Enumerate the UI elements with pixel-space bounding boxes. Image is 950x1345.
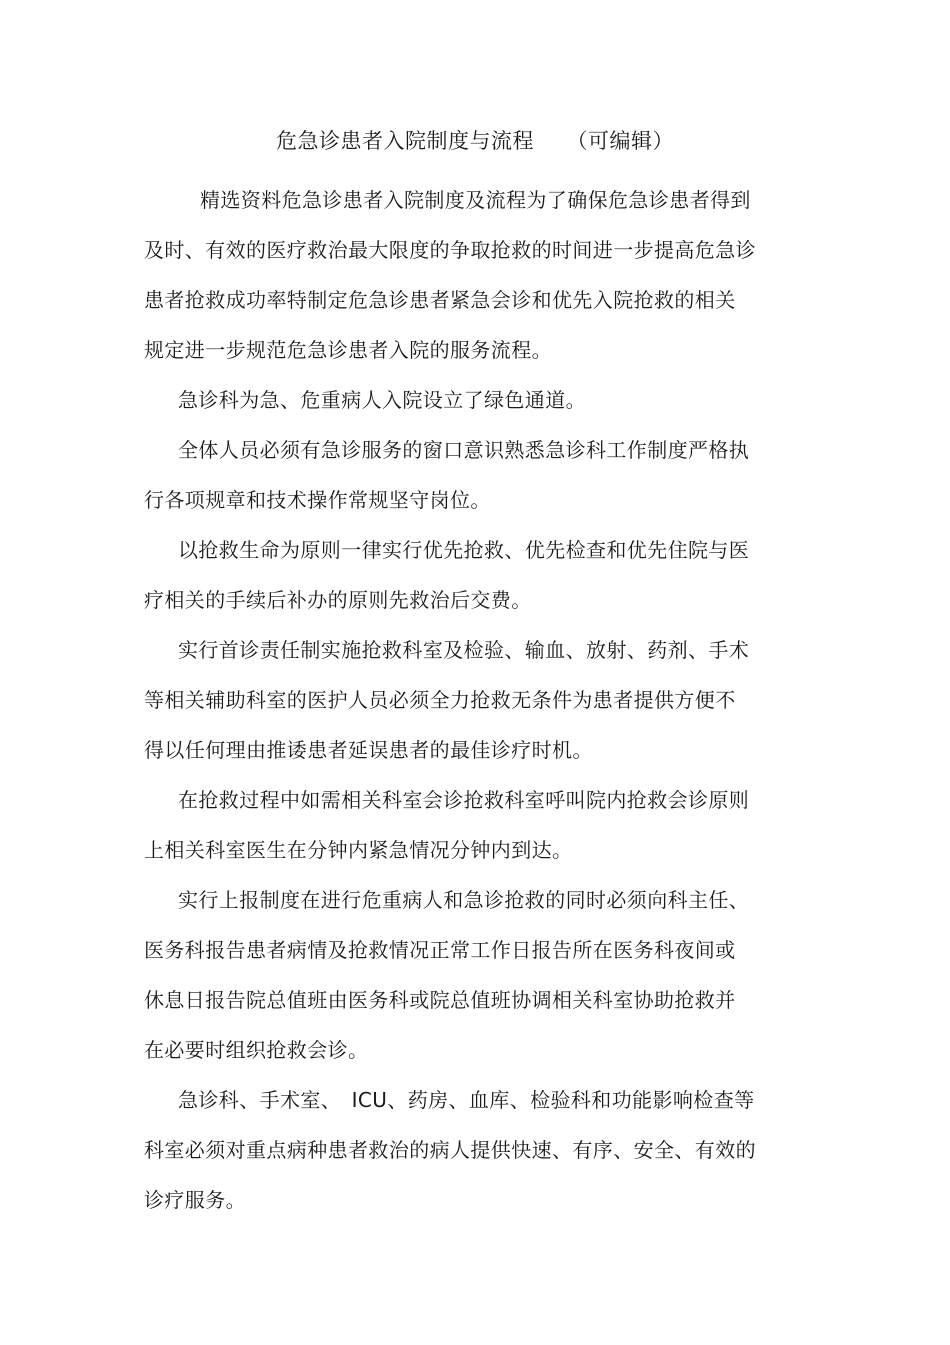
paragraph-6	[144, 775, 784, 875]
paragraph-line: 规定进一步规范危急诊患者入院的服务流程。	[144, 338, 552, 362]
paragraph-line: 得以任何理由推诿患者延误患者的最佳诊疗时机。	[144, 738, 593, 762]
paragraph-3	[144, 425, 784, 525]
paragraph-1	[144, 175, 784, 375]
paragraph-line: 在必要时组织抢救会诊。	[144, 1038, 369, 1062]
paragraph-line: 疗相关的手续后补办的原则先救治后交费。	[144, 588, 532, 612]
paragraph-line: 休息日报告院总值班由医务科或院总值班协调相关科室协助抢救并	[144, 988, 736, 1012]
document-body	[144, 175, 784, 1225]
paragraph-line: 患者抢救成功率特制定危急诊患者紧急会诊和优先入院抢救的相关	[144, 288, 736, 312]
paragraph-4	[144, 525, 784, 625]
paragraph-line: 上相关科室医生在分钟内紧急情况分钟内到达。	[144, 838, 573, 862]
paragraph-line: 以抢救生命为原则一律实行优先抢救、优先检查和优先住院与医	[178, 538, 750, 562]
paragraph-line: 急诊科为急、危重病人入院设立了绿色通道。	[178, 388, 586, 412]
paragraph-line: 急诊科、手术室、 ICU、药房、血库、检验科和功能影响检查等	[178, 1088, 755, 1112]
paragraph-line: 科室必须对重点病种患者救治的病人提供快速、有序、安全、有效的	[144, 1138, 756, 1162]
paragraph-line: 等相关辅助科室的医护人员必须全力抢救无条件为患者提供方便不	[144, 688, 736, 712]
paragraph-line: 行各项规章和技术操作常规坚守岗位。	[144, 488, 491, 512]
paragraph-5	[144, 625, 784, 775]
paragraph-line: 诊疗服务。	[144, 1188, 246, 1212]
paragraph-2	[144, 375, 784, 425]
paragraph-7	[144, 875, 784, 1075]
paragraph-line: 及时、有效的医疗救治最大限度的争取抢救的时间进一步提高危急诊	[144, 238, 756, 262]
paragraph-8	[144, 1075, 784, 1225]
paragraph-line: 全体人员必须有急诊服务的窗口意识熟悉急诊科工作制度严格执	[178, 438, 750, 462]
paragraph-line: 医务科报告患者病情及抢救情况正常工作日报告所在医务科夜间或	[144, 938, 736, 962]
paragraph-line: 精选资料危急诊患者入院制度及流程为了确保危急诊患者得到	[200, 188, 751, 212]
paragraph-line: 在抢救过程中如需相关科室会诊抢救科室呼叫院内抢救会诊原则	[178, 788, 750, 812]
document-title: 危急诊患者入院制度与流程 （可编辑）	[276, 129, 674, 153]
paragraph-line: 实行上报制度在进行危重病人和急诊抢救的同时必须向科主任、	[178, 888, 750, 912]
paragraph-line: 实行首诊责任制实施抢救科室及检验、输血、放射、药剂、手术	[178, 638, 750, 662]
